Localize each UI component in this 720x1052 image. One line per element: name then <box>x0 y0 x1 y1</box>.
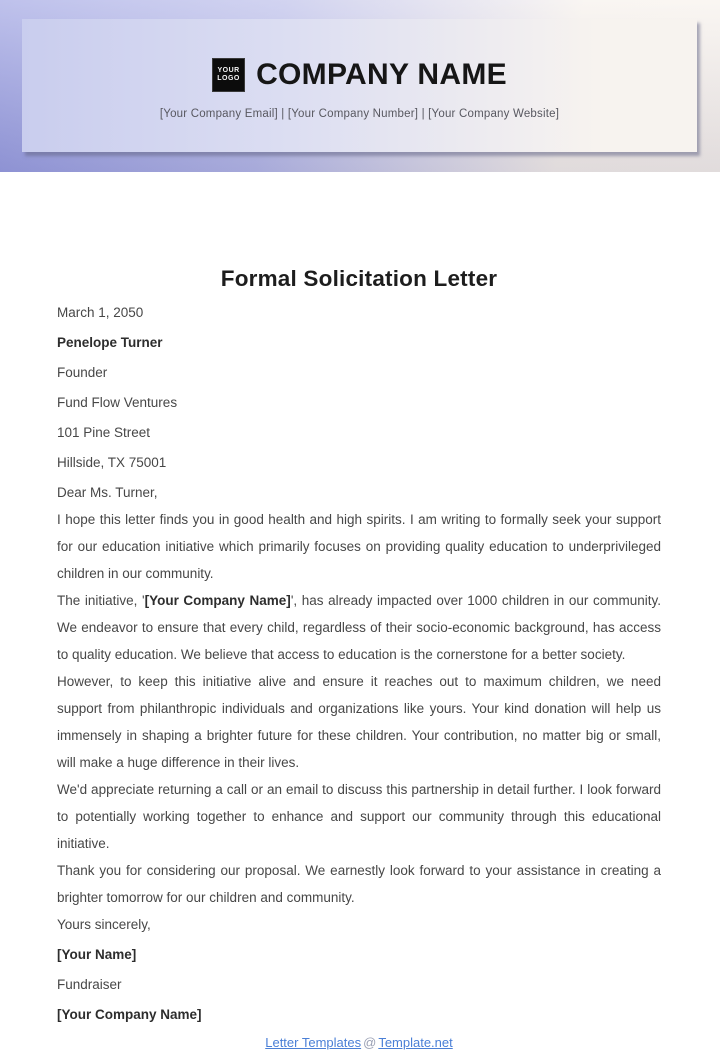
letter-title: Formal Solicitation Letter <box>220 266 498 291</box>
company-name: COMPANY NAME <box>256 57 507 91</box>
company-contact-line: [Your Company Email] | [Your Company Number] | [Your Company Website] <box>159 107 560 120</box>
template-net-link[interactable]: Template.net <box>378 1035 453 1050</box>
logo-text-line2: LOGO <box>217 74 240 82</box>
closing: Yours sincerely, <box>57 917 151 932</box>
letter-date: March 1, 2050 <box>57 305 144 320</box>
paragraph-2-company-placeholder: [Your Company Name] <box>144 593 291 608</box>
signature-name: [Your Name] <box>57 947 137 962</box>
letterhead-band <box>0 0 720 172</box>
letterhead-card <box>22 19 697 152</box>
recipient-city: Hillside, TX 75001 <box>57 455 167 470</box>
paragraph-4: We'd appreciate returning a call or an email to discuss this partnership in detail further. I look forward to potentially working together to enhance and support our community through this educational initiative. <box>57 782 661 851</box>
company-logo <box>212 58 245 92</box>
signature-role: Fundraiser <box>57 977 122 992</box>
recipient-company: Fund Flow Ventures <box>57 395 178 410</box>
recipient-street: 101 Pine Street <box>57 425 151 440</box>
brand-row <box>212 58 507 92</box>
paragraph-1: I hope this letter finds you in good health and high spirits. I am writing to formally seek your support for our education initiative which primarily focuses on providing quality education to underprivileged children in our community. <box>57 512 661 581</box>
recipient-role: Founder <box>57 365 108 380</box>
paragraph-2 <box>57 587 661 668</box>
paragraph-3: However, to keep this initiative alive and ensure it reaches out to maximum children, we need support from philanthropic individuals and organizations like yours. Your kind donation will help us immensely in shaping a brighter future for these children. Your contribution, no matter big or small, will make a huge difference in their lives. <box>57 674 661 770</box>
footer-attribution <box>57 1034 661 1052</box>
signature-company: [Your Company Name] <box>57 1007 202 1022</box>
letter-body <box>0 266 720 1052</box>
letter-templates-link[interactable]: Letter Templates <box>265 1035 362 1050</box>
logo-text-line1: YOUR <box>217 66 240 74</box>
recipient-name: Penelope Turner <box>57 335 163 350</box>
paragraph-2-prefix: The initiative, ' <box>57 593 145 608</box>
paragraph-2-suffix: ', has already impacted over 1000 children in our community. We endeavor to ensure that every child, regardless of their socio-economic background, has access to quality education. We believe that access to education is the cornerstone for a better society. <box>57 593 661 662</box>
footer-separator: @ <box>363 1035 377 1050</box>
salutation: Dear Ms. Turner, <box>57 485 158 500</box>
paragraph-5: Thank you for considering our proposal. We earnestly look forward to your assistance in creating a brighter tomorrow for our children and community. <box>57 863 661 905</box>
